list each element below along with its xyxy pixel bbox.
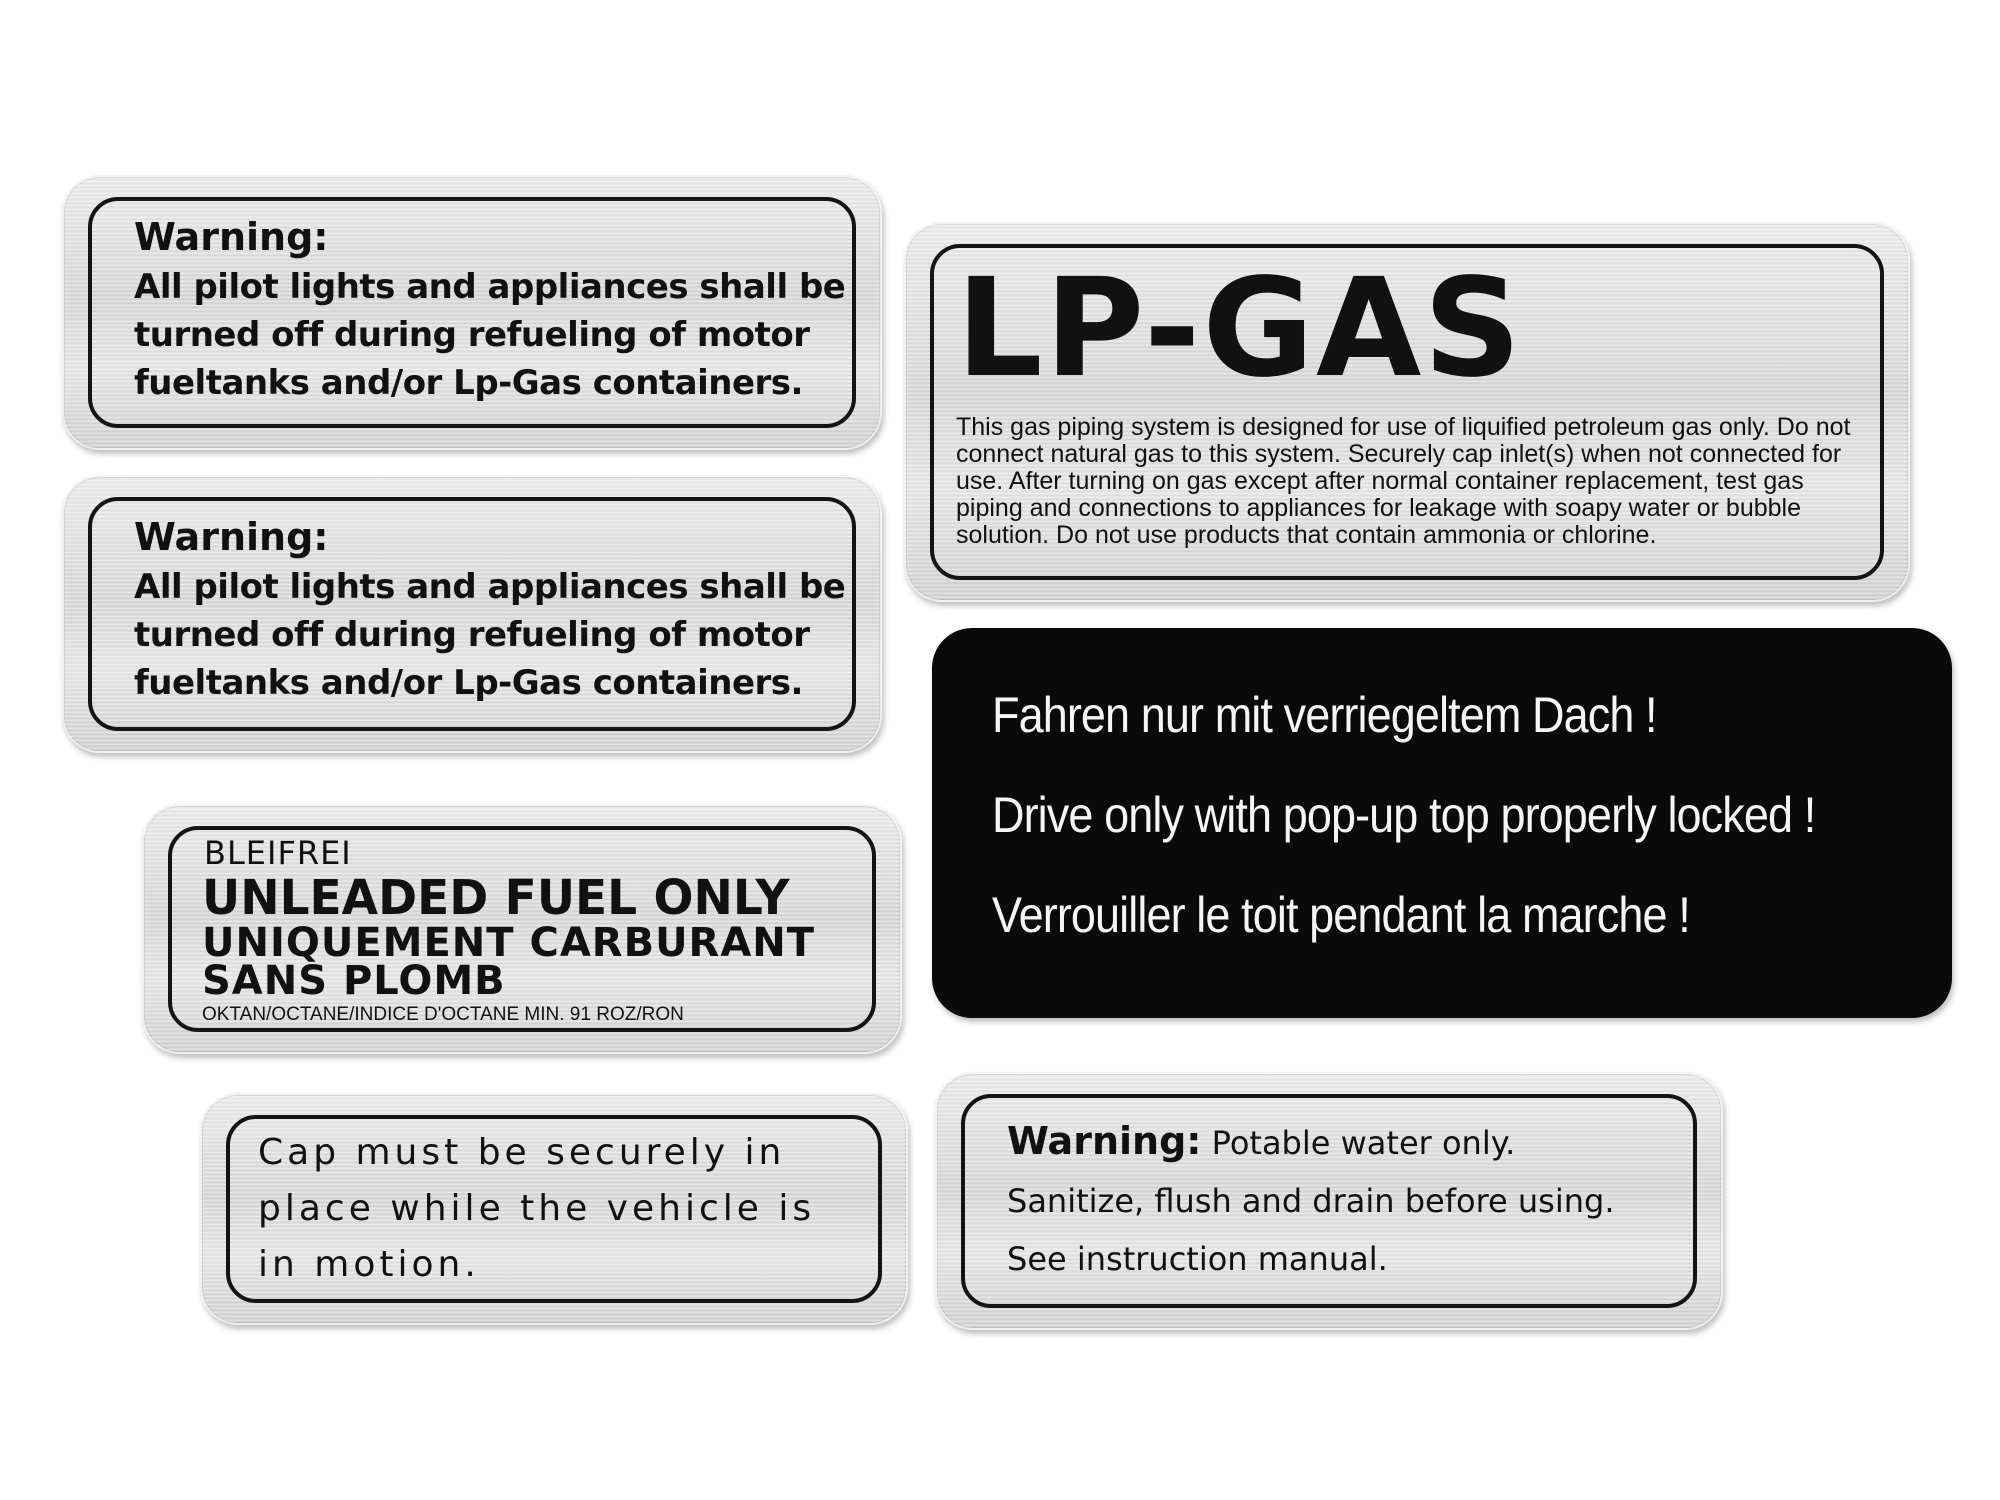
lp-gas-plate [904, 222, 1910, 602]
potable-title: Warning: [1007, 1119, 1202, 1163]
warning-line: turned off during refueling of motor [134, 615, 810, 655]
roof-line-french: Verrouiller le toit pendant la marche ! [992, 887, 1690, 943]
unleaded-german: BLEIFREI [204, 834, 352, 872]
lp-gas-line: use. After turning on gas except after normal container replacement, test gas [956, 467, 1804, 495]
roof-line-english: Drive only with pop-up top properly locked ! [992, 787, 1816, 843]
potable-text [1007, 1112, 1614, 1288]
warning-line: All pilot lights and appliances shall be [134, 567, 846, 607]
lp-gas-line: This gas piping system is designed for use of liquified petroleum gas only. Do not [956, 413, 1851, 441]
lp-gas-line: connect natural gas to this system. Securely cap inlet(s) when not connected for [956, 440, 1842, 468]
potable-line-1 [1007, 1112, 1614, 1172]
potable-line: Sanitize, flush and drain before using. [1007, 1182, 1615, 1220]
octane-note: OKTAN/OCTANE/INDICE D'OCTANE MIN. 91 ROZ/RON [202, 1004, 684, 1025]
potable-title-rest: Potable water only. [1211, 1124, 1516, 1162]
warning-line: All pilot lights and appliances shall be [134, 267, 846, 307]
roof-line-german: Fahren nur mit verriegeltem Dach ! [992, 687, 1657, 743]
warning-plate-2 [62, 475, 882, 753]
warning-line: turned off during refueling of motor [134, 315, 810, 355]
warning-title: Warning: [134, 515, 329, 559]
cap-plate [200, 1093, 908, 1325]
cap-text [258, 1125, 815, 1293]
cap-line: place while the vehicle is [258, 1188, 816, 1229]
unleaded-french-2: SANS PLOMB [202, 958, 506, 1004]
warning-text [134, 563, 845, 707]
potable-line: See instruction manual. [1007, 1240, 1388, 1278]
lp-gas-line: solution. Do not use products that contain ammonia or chlorine. [956, 521, 1657, 549]
cap-line: in motion. [258, 1244, 480, 1285]
warning-line: fueltanks and/or Lp-Gas containers. [134, 663, 803, 703]
warning-plate-1 [62, 175, 882, 450]
unleaded-fuel-plate [142, 804, 902, 1054]
lp-gas-text [956, 414, 1850, 549]
lp-gas-line: piping and connections to appliances for leakage with soapy water or bubble [956, 494, 1801, 522]
lp-gas-title: LP-GAS [956, 250, 1524, 408]
cap-line: Cap must be securely in [258, 1132, 786, 1173]
unleaded-english: UNLEADED FUEL ONLY [202, 870, 790, 926]
roof-warning-plate [932, 628, 1952, 1018]
unleaded-french-1: UNIQUEMENT CARBURANT [202, 920, 816, 966]
potable-water-plate [935, 1072, 1723, 1330]
warning-line: fueltanks and/or Lp-Gas containers. [134, 363, 803, 403]
warning-text [134, 263, 845, 407]
warning-title: Warning: [134, 215, 329, 259]
